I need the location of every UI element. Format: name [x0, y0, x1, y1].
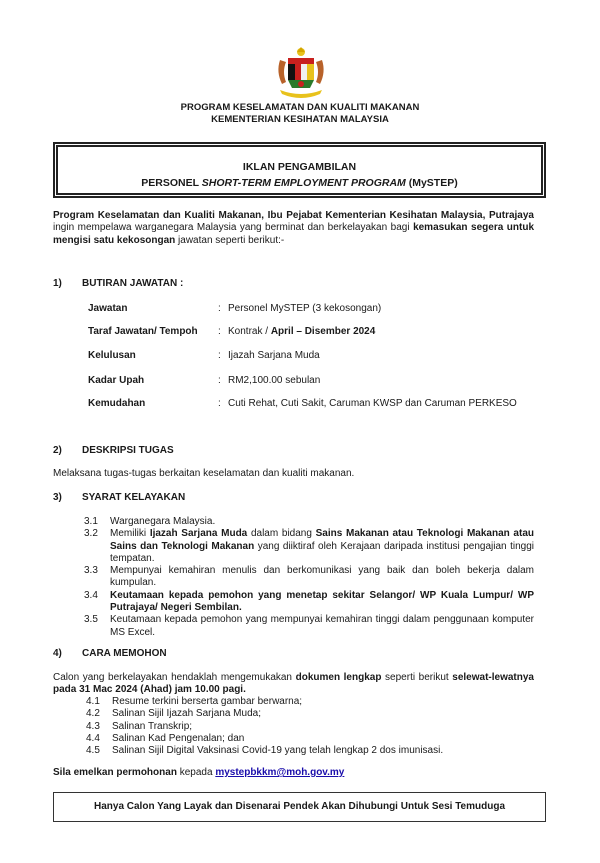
text-segment: Keutamaan kepada pemohon yang mempunyai kemahiran tinggi dalam penggunaan komputer MS Excel.: [110, 614, 534, 638]
list-item: [86, 696, 534, 708]
detail-value: [228, 303, 534, 315]
detail-value: [228, 350, 534, 362]
section-number: 2): [53, 445, 62, 456]
coat-of-arms-logo: [272, 46, 330, 100]
item-text: [110, 528, 534, 565]
text-segment: Warganegara Malaysia.: [110, 516, 216, 527]
item-text: [112, 733, 534, 745]
footer-notice: Hanya Calon Yang Layak dan Disenarai Pendek Akan Dihubungi Untuk Sesi Temuduga: [93, 801, 506, 812]
list-item: [86, 733, 534, 745]
detail-colon: :: [218, 350, 221, 361]
section-number: 4): [53, 648, 62, 659]
apply-middle: kepada: [176, 767, 216, 778]
section-number: 1): [53, 278, 62, 289]
job-detail-row: [88, 303, 534, 315]
ministry-name: KEMENTERIAN KESIHATAN MALAYSIA: [211, 114, 389, 125]
apply-line: [53, 767, 344, 779]
text-segment: PERSONEL: [141, 177, 202, 189]
item-text: [112, 745, 534, 757]
job-detail-row: [88, 375, 534, 387]
section1-heading: [53, 278, 183, 290]
text-segment: Kontrak /: [228, 326, 271, 337]
section-title: CARA MEMOHON: [82, 648, 167, 659]
text-segment: kemasukan segera untuk mengisi satu kekosongan: [53, 222, 535, 246]
item-number: 3.1: [84, 516, 98, 527]
text-segment: Ijazah Sarjana Muda: [149, 528, 248, 540]
job-detail-row: [88, 398, 534, 410]
list-item: [86, 721, 534, 733]
text-segment: April – Disember 2024: [270, 326, 376, 337]
section3-heading: [53, 492, 185, 504]
detail-colon: :: [218, 326, 221, 337]
job-detail-row: [88, 350, 534, 362]
text-segment: Salinan Transkrip;: [112, 720, 193, 732]
text-segment: Program Keselamatan dan Kualiti Makanan, Ibu Pejabat Kementerian Kesihatan Malaysia, Putrajaya: [53, 210, 534, 221]
section-title: SYARAT KELAYAKAN: [82, 492, 186, 503]
item-number: 4.5: [86, 745, 100, 757]
title-box: [53, 142, 546, 198]
detail-value: [228, 375, 534, 387]
list-item: [86, 708, 534, 720]
text-segment: jawatan seperti berikut:-: [175, 234, 285, 246]
application-instructions: [53, 672, 534, 697]
detail-value: [228, 326, 534, 338]
detail-colon: :: [218, 375, 221, 386]
email-link[interactable]: mystepbkkm@moh.gov.my: [215, 767, 345, 778]
section4-heading: [53, 648, 167, 660]
job-description: Melaksana tugas-tugas berkaitan keselamatan dan kualiti makanan.: [53, 468, 355, 479]
item-number: 3.2: [84, 528, 98, 540]
item-text: [110, 614, 534, 639]
text-segment: Cuti Rehat, Cuti Sakit, Caruman KWSP dan Caruman PERKESO: [228, 398, 517, 409]
item-number: 4.3: [86, 720, 100, 732]
list-item: [84, 528, 534, 565]
detail-label: Jawatan: [88, 303, 128, 314]
item-number: 4.1: [86, 696, 100, 707]
item-number: 3.4: [84, 589, 98, 601]
text-segment: Salinan Kad Pengenalan; dan: [112, 732, 245, 744]
text-segment: RM2,100.00 sebulan: [228, 375, 321, 386]
text-segment: Salinan Sijil Digital Vaksinasi Covid-19 yang telah lengkap 2 dos imunisasi.: [112, 745, 444, 757]
text-segment: dalam bidang: [247, 528, 316, 540]
text-segment: (MySTEP): [405, 177, 458, 189]
text-segment: Resume terkini berserta gambar berwarna;: [112, 696, 303, 707]
org-name: PROGRAM KESELAMATAN DAN KUALITI MAKANAN: [180, 102, 420, 113]
text-segment: Ijazah Sarjana Muda: [228, 350, 320, 361]
apply-prefix: Sila emelkan permohonan: [53, 767, 177, 778]
list-item: [84, 516, 534, 528]
detail-colon: :: [218, 398, 221, 409]
list-item: [84, 614, 534, 639]
section-number: 3): [53, 492, 62, 503]
item-number: 3.5: [84, 614, 98, 626]
title-line2: [58, 175, 541, 191]
section-title: DESKRIPSI TUGAS: [82, 445, 174, 456]
text-segment: Salinan Sijil Ijazah Sarjana Muda;: [112, 708, 261, 720]
item-number: 4.4: [86, 732, 100, 744]
detail-value: [228, 398, 534, 410]
list-item: [84, 590, 534, 615]
text-segment: seperti berikut: [381, 672, 453, 683]
text-segment: ingin mempelawa warganegara Malaysia yang berminat dan berkelayakan bagi: [53, 222, 414, 234]
text-segment: selewat-lewatnya pada 31 Mac 2024 (Ahad) jam 10.00 pagi.: [53, 672, 534, 696]
text-segment: Personel MySTEP (3 kekosongan): [228, 303, 382, 314]
detail-label: Kadar Upah: [88, 375, 145, 386]
item-number: 3.3: [84, 565, 98, 577]
job-detail-row: [88, 326, 534, 338]
item-text: [110, 516, 534, 528]
text-segment: Keutamaan kepada pemohon yang menetap sekitar Selangor/ WP Kuala Lumpur/ WP Putrajaya/ Negeri Sembilan.: [110, 589, 534, 614]
section-title: BUTIRAN JAWATAN :: [82, 278, 184, 289]
text-segment: dokumen lengkap: [295, 672, 382, 683]
item-text: [112, 721, 534, 733]
item-text: [112, 696, 534, 708]
requirements-list: [84, 516, 534, 639]
text-segment: SHORT-TERM EMPLOYMENT PROGRAM: [201, 177, 406, 189]
text-segment: Sains Makanan atau Teknologi Makanan atau Sains dan Teknologi Makanan: [110, 528, 534, 552]
detail-label: Kelulusan: [88, 350, 136, 361]
title-line1: IKLAN PENGAMBILAN: [242, 161, 357, 173]
detail-label: Kemudahan: [88, 398, 146, 409]
detail-colon: :: [218, 303, 221, 314]
detail-label: Taraf Jawatan/ Tempoh: [88, 326, 198, 337]
list-item: [86, 745, 534, 757]
item-number: 4.2: [86, 708, 100, 720]
documents-list: [86, 696, 534, 757]
section2-heading: [53, 445, 174, 457]
list-item: [84, 565, 534, 590]
item-text: [112, 708, 534, 720]
text-segment: yang diiktiraf oleh Kerajaan daripada institusi pengajian tinggi tempatan.: [110, 540, 534, 564]
footer-notice-box: [53, 792, 546, 822]
intro-paragraph: [53, 210, 534, 247]
text-segment: Mempunyai kemahiran menulis dan berkomunikasi yang baik dan boleh bekerja dalam kumpulan.: [110, 565, 534, 589]
item-text: [110, 565, 534, 590]
text-segment: Memiliki: [110, 528, 150, 540]
item-text: [110, 590, 534, 615]
text-segment: Calon yang berkelayakan hendaklah mengemukakan: [53, 672, 296, 683]
